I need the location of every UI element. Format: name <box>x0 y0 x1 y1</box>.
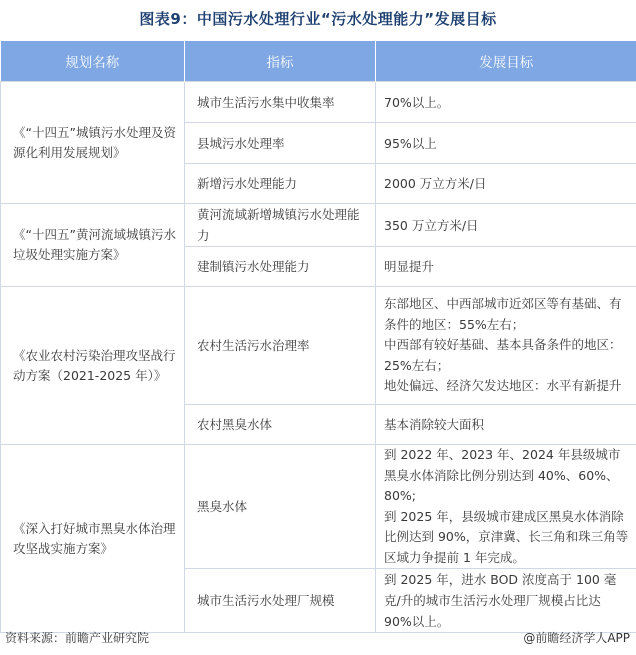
goal-cell <box>376 287 636 405</box>
goal-cell: 2000 万立方米/日 <box>376 164 636 204</box>
table-row <box>1 204 636 247</box>
indicator-cell: 农村黑臭水体 <box>185 405 376 445</box>
table-header-row <box>1 41 636 82</box>
goal-cell: 350 万立方米/日 <box>376 204 636 247</box>
header-plan-name: 规划名称 <box>1 41 185 82</box>
goal-cell: 到 2025 年，进水 BOD 浓度高于 100 毫克/升的城市生活污水处理厂规模占比达 90%以上。 <box>376 569 636 633</box>
goal-line: 地处偏远、经济欠发达地区：水平有新提升 <box>384 378 622 394</box>
indicator-cell: 黑臭水体 <box>185 445 376 569</box>
goal-line: 到 2022 年、2023 年、2024 年县级城市黑臭水体消除比例分别达到 40%、60%、80%; <box>384 447 621 503</box>
table-title: 图表9：中国污水处理行业“污水处理能力”发展目标 <box>139 10 497 28</box>
indicator-cell: 县城污水处理率 <box>185 123 376 164</box>
goal-line: 东部地区、中西部城市近郊区等有基础、有条件的地区：55%左右； <box>384 296 622 332</box>
goal-cell: 明显提升 <box>376 247 636 287</box>
table-row <box>1 445 636 569</box>
goal-cell: 基本消除较大面积 <box>376 405 636 445</box>
header-goal: 发展目标 <box>376 41 636 82</box>
indicator-cell: 城市生活污水集中收集率 <box>185 82 376 123</box>
table-row <box>1 287 636 405</box>
table-row <box>1 82 636 123</box>
indicator-cell: 建制镇污水处理能力 <box>185 247 376 287</box>
indicator-cell: 新增污水处理能力 <box>185 164 376 204</box>
source-note: 资料来源：前瞻产业研究院 <box>5 631 150 645</box>
goal-cell: 70%以上。 <box>376 82 636 123</box>
header-indicator: 指标 <box>185 41 376 82</box>
targets-table <box>0 41 636 633</box>
indicator-cell: 农村生活污水治理率 <box>185 287 376 405</box>
goal-line: 到 2025 年，县级城市建成区黑臭水体消除比例达到 90%，京津冀、长三角和珠三角等区域力争提前 1 年完成。 <box>384 508 629 565</box>
goal-line: 中西部有较好基础、基本具备条件的地区：25%左右； <box>384 337 622 373</box>
indicator-cell: 城市生活污水处理厂规模 <box>185 569 376 633</box>
plan-name-cell: 《农业农村污染治理攻坚战行动方案（2021-2025 年）》 <box>1 287 185 445</box>
indicator-cell: 黄河流域新增城镇污水处理能力 <box>185 204 376 247</box>
credit-note: @前瞻经济学人APP <box>523 631 630 645</box>
goal-cell: 95%以上 <box>376 123 636 164</box>
goal-cell <box>376 445 636 569</box>
plan-name-cell: 《深入打好城市黑臭水体治理攻坚战实施方案》 <box>1 445 185 633</box>
plan-name-cell: 《“十四五”城镇污水处理及资源化利用发展规划》 <box>1 82 185 204</box>
plan-name-cell: 《“十四五”黄河流域城镇污水垃圾处理实施方案》 <box>1 204 185 287</box>
